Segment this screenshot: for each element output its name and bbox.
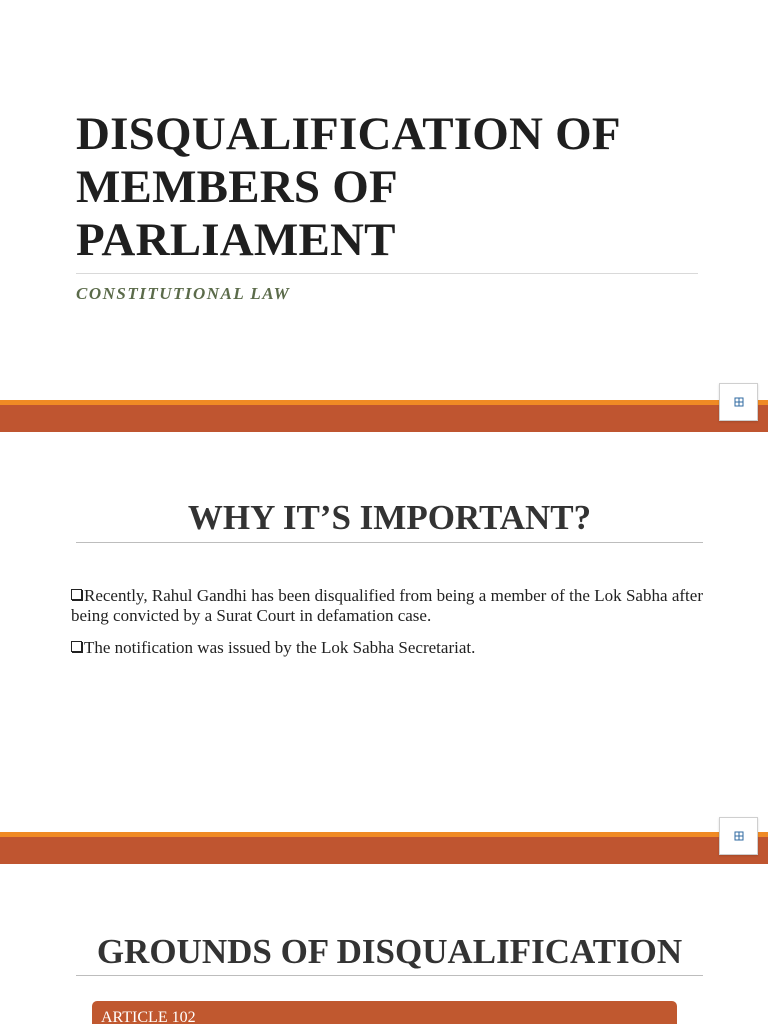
slide-number-glyph [734, 831, 744, 841]
rust-stripe [0, 837, 768, 864]
slide-title: DISQUALIFICATION OF MEMBERS OF PARLIAMENT [76, 108, 620, 266]
slide-2 [0, 432, 768, 832]
slide-separator-band [0, 832, 768, 864]
list-item [71, 638, 703, 658]
checkbox-bullet-icon [71, 641, 82, 652]
slide-heading: WHY IT’S IMPORTANT? [187, 498, 592, 537]
checkbox-bullet-icon [71, 589, 82, 600]
list-item [71, 586, 703, 626]
bullet-list [71, 586, 703, 670]
rust-stripe [0, 405, 768, 432]
article-header-box: ARTICLE 102 [92, 1001, 677, 1024]
slide-separator-band [0, 400, 768, 432]
slide-number-glyph [734, 397, 744, 407]
slide-number-icon[interactable] [719, 383, 758, 421]
slide-subtitle: CONSTITUTIONAL LAW [76, 284, 291, 303]
bullet-text: The notification was issued by the Lok Sabha Secretariat. [84, 638, 476, 657]
title-divider [76, 273, 698, 274]
slide-1 [0, 0, 768, 400]
heading-divider [76, 542, 703, 543]
heading-divider [76, 975, 703, 976]
bullet-text: Recently, Rahul Gandhi has been disqualified from being a member of the Lok Sabha after being convicted by a Surat Court in defamation case. [71, 586, 703, 625]
slide-3 [0, 864, 768, 1024]
slide-number-icon[interactable] [719, 817, 758, 855]
slide-heading: GROUNDS OF DISQUALIFICATION [96, 932, 683, 971]
